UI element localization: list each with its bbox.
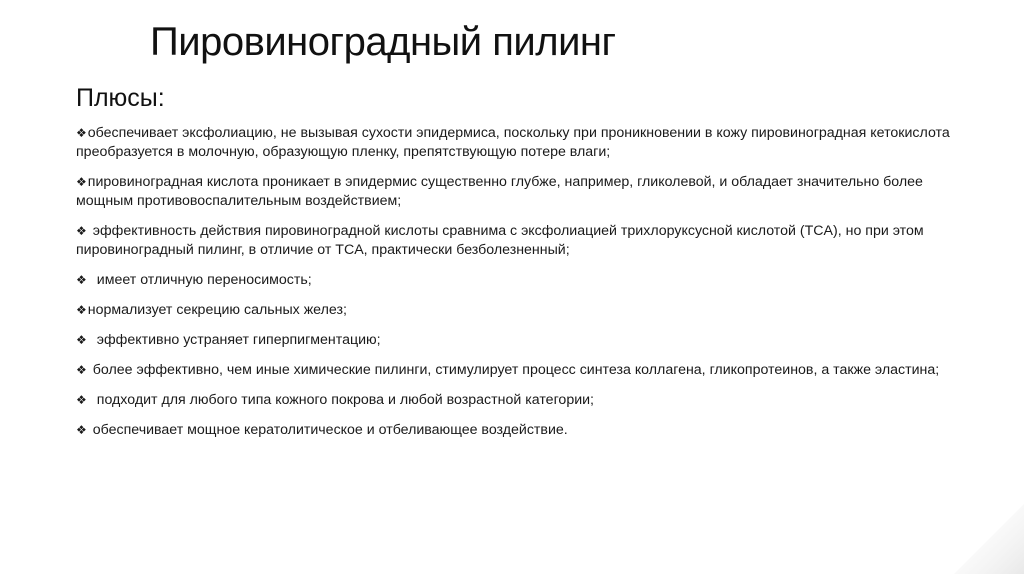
bullet-text: обеспечивает мощное кератолитическое и отбеливающее воздействие.: [92, 422, 568, 438]
bullet-list: [76, 124, 956, 451]
diamond-dots-icon: ❖: [76, 224, 87, 238]
bullet-text: обеспечивает эксфолиацию, не вызывая сухости эпидермиса, поскольку при проникновении в кожу пировиноградная кетокислота преобразуется в молочную, образующую пленку, препятствующую потере влаги;: [76, 125, 950, 160]
bullet-item: [76, 271, 956, 290]
slide-title: Пировиноградный пилинг: [150, 20, 616, 64]
bullet-text: подходит для любого типа кожного покрова и любой возрастной категории;: [96, 392, 594, 408]
bullet-text: имеет отличную переносимость;: [96, 272, 312, 288]
diamond-dots-icon: ❖: [76, 126, 87, 140]
diamond-dots-icon: ❖: [76, 175, 87, 189]
bullet-item: [76, 124, 956, 162]
bullet-text: эффективно устраняет гиперпигментацию;: [96, 332, 381, 348]
bullet-item: [76, 421, 956, 440]
bullet-item: [76, 331, 956, 350]
bullet-text: нормализует секрецию сальных желез;: [87, 302, 347, 318]
diamond-dots-icon: ❖: [76, 393, 87, 407]
diamond-dots-icon: ❖: [76, 273, 87, 287]
bullet-item: [76, 301, 956, 320]
diamond-dots-icon: ❖: [76, 363, 87, 377]
slide-subtitle: Плюсы:: [76, 84, 165, 112]
bullet-text: эффективность действия пировиноградной кислоты сравнима с эксфолиацией трихлоруксусной кислотой (TCA), но при этом пировиноградный пилинг, в отличие от TCA, практически безболезненный;: [76, 223, 924, 258]
diamond-dots-icon: ❖: [76, 333, 87, 347]
bullet-item: [76, 222, 956, 260]
bullet-item: [76, 361, 956, 380]
bullet-text: пировиноградная кислота проникает в эпидермис существенно глубже, например, гликолевой, и обладает значительно более мощным противовоспалительным воздействием;: [76, 174, 923, 209]
bullet-item: [76, 391, 956, 410]
diamond-dots-icon: ❖: [76, 303, 87, 317]
diamond-dots-icon: ❖: [76, 423, 87, 437]
corner-shading-decoration: [934, 504, 1024, 574]
bullet-item: [76, 173, 956, 211]
bullet-text: более эффективно, чем иные химические пилинги, стимулирует процесс синтеза коллагена, гликопротеинов, а также эластина;: [92, 362, 940, 378]
